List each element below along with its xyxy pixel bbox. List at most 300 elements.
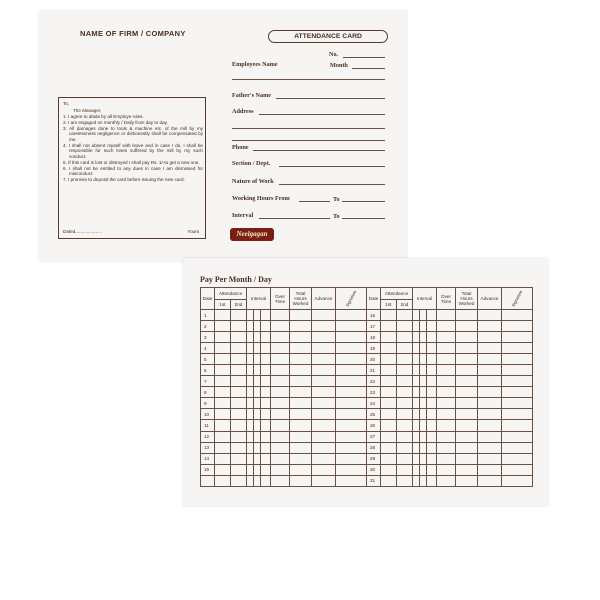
entry-cell[interactable]	[381, 332, 397, 343]
entry-cell[interactable]	[271, 398, 290, 409]
entry-cell[interactable]	[413, 387, 420, 398]
entry-cell[interactable]	[502, 420, 533, 431]
entry-cell[interactable]	[261, 464, 271, 475]
interval-from-field[interactable]	[259, 218, 330, 219]
entry-cell[interactable]	[413, 321, 420, 332]
entry-cell[interactable]	[427, 398, 437, 409]
entry-cell[interactable]	[456, 453, 478, 464]
employee-name-field[interactable]	[232, 79, 385, 80]
entry-cell[interactable]	[456, 387, 478, 398]
entry-cell[interactable]	[397, 343, 413, 354]
entry-cell[interactable]	[413, 354, 420, 365]
entry-cell[interactable]	[254, 442, 261, 453]
entry-cell[interactable]	[215, 420, 231, 431]
entry-cell[interactable]	[397, 475, 413, 486]
entry-cell[interactable]	[437, 464, 456, 475]
entry-cell[interactable]	[381, 442, 397, 453]
entry-cell[interactable]	[290, 442, 312, 453]
entry-cell[interactable]	[215, 365, 231, 376]
entry-cell[interactable]	[427, 409, 437, 420]
entry-cell[interactable]	[336, 409, 367, 420]
entry-cell[interactable]	[271, 321, 290, 332]
address-field-2[interactable]	[232, 128, 385, 129]
entry-cell[interactable]	[397, 332, 413, 343]
entry-cell[interactable]	[261, 475, 271, 486]
entry-cell[interactable]	[231, 464, 247, 475]
entry-cell[interactable]	[254, 321, 261, 332]
entry-cell[interactable]	[312, 365, 336, 376]
entry-cell[interactable]	[478, 420, 502, 431]
entry-cell[interactable]	[420, 343, 427, 354]
entry-cell[interactable]	[420, 453, 427, 464]
entry-cell[interactable]	[427, 453, 437, 464]
entry-cell[interactable]	[247, 321, 254, 332]
entry-cell[interactable]	[397, 310, 413, 321]
entry-cell[interactable]	[478, 332, 502, 343]
entry-cell[interactable]	[502, 343, 533, 354]
entry-cell[interactable]	[381, 343, 397, 354]
entry-cell[interactable]	[397, 431, 413, 442]
entry-cell[interactable]	[261, 409, 271, 420]
entry-cell[interactable]	[312, 464, 336, 475]
entry-cell[interactable]	[271, 475, 290, 486]
entry-cell[interactable]	[215, 354, 231, 365]
entry-cell[interactable]	[312, 475, 336, 486]
entry-cell[interactable]	[247, 365, 254, 376]
entry-cell[interactable]	[261, 398, 271, 409]
entry-cell[interactable]	[290, 310, 312, 321]
entry-cell[interactable]	[247, 409, 254, 420]
entry-cell[interactable]	[437, 431, 456, 442]
entry-cell[interactable]	[261, 420, 271, 431]
entry-cell[interactable]	[478, 321, 502, 332]
entry-cell[interactable]	[381, 453, 397, 464]
entry-cell[interactable]	[261, 354, 271, 365]
entry-cell[interactable]	[413, 332, 420, 343]
entry-cell[interactable]	[478, 398, 502, 409]
entry-cell[interactable]	[312, 354, 336, 365]
entry-cell[interactable]	[437, 321, 456, 332]
entry-cell[interactable]	[381, 321, 397, 332]
entry-cell[interactable]	[247, 398, 254, 409]
entry-cell[interactable]	[231, 310, 247, 321]
entry-cell[interactable]	[397, 420, 413, 431]
entry-cell[interactable]	[397, 376, 413, 387]
entry-cell[interactable]	[437, 442, 456, 453]
address-field-1[interactable]	[259, 114, 385, 115]
entry-cell[interactable]	[413, 398, 420, 409]
entry-cell[interactable]	[312, 310, 336, 321]
entry-cell[interactable]	[456, 464, 478, 475]
entry-cell[interactable]	[502, 398, 533, 409]
entry-cell[interactable]	[413, 343, 420, 354]
entry-cell[interactable]	[247, 332, 254, 343]
entry-cell[interactable]	[427, 464, 437, 475]
entry-cell[interactable]	[312, 409, 336, 420]
entry-cell[interactable]	[290, 332, 312, 343]
entry-cell[interactable]	[427, 420, 437, 431]
entry-cell[interactable]	[502, 464, 533, 475]
entry-cell[interactable]	[231, 332, 247, 343]
entry-cell[interactable]	[336, 398, 367, 409]
entry-cell[interactable]	[290, 343, 312, 354]
entry-cell[interactable]	[247, 376, 254, 387]
entry-cell[interactable]	[427, 442, 437, 453]
entry-cell[interactable]	[502, 442, 533, 453]
entry-cell[interactable]	[381, 398, 397, 409]
entry-cell[interactable]	[478, 365, 502, 376]
entry-cell[interactable]	[254, 387, 261, 398]
entry-cell[interactable]	[478, 310, 502, 321]
entry-cell[interactable]	[261, 343, 271, 354]
entry-cell[interactable]	[312, 321, 336, 332]
entry-cell[interactable]	[437, 387, 456, 398]
entry-cell[interactable]	[336, 431, 367, 442]
entry-cell[interactable]	[336, 343, 367, 354]
entry-cell[interactable]	[336, 420, 367, 431]
entry-cell[interactable]	[427, 310, 437, 321]
entry-cell[interactable]	[420, 310, 427, 321]
entry-cell[interactable]	[397, 365, 413, 376]
entry-cell[interactable]	[290, 453, 312, 464]
entry-cell[interactable]	[247, 343, 254, 354]
entry-cell[interactable]	[381, 376, 397, 387]
entry-cell[interactable]	[336, 354, 367, 365]
entry-cell[interactable]	[397, 321, 413, 332]
entry-cell[interactable]	[290, 354, 312, 365]
entry-cell[interactable]	[413, 409, 420, 420]
entry-cell[interactable]	[420, 398, 427, 409]
entry-cell[interactable]	[427, 343, 437, 354]
entry-cell[interactable]	[456, 420, 478, 431]
entry-cell[interactable]	[215, 475, 231, 486]
entry-cell[interactable]	[215, 332, 231, 343]
entry-cell[interactable]	[381, 387, 397, 398]
entry-cell[interactable]	[312, 420, 336, 431]
entry-cell[interactable]	[502, 332, 533, 343]
entry-cell[interactable]	[456, 442, 478, 453]
entry-cell[interactable]	[254, 453, 261, 464]
entry-cell[interactable]	[231, 376, 247, 387]
entry-cell[interactable]	[413, 453, 420, 464]
interval-to-field[interactable]	[342, 218, 385, 219]
entry-cell[interactable]	[261, 431, 271, 442]
entry-cell[interactable]	[502, 387, 533, 398]
entry-cell[interactable]	[215, 321, 231, 332]
entry-cell[interactable]	[336, 387, 367, 398]
entry-cell[interactable]	[261, 321, 271, 332]
entry-cell[interactable]	[254, 365, 261, 376]
entry-cell[interactable]	[437, 420, 456, 431]
entry-cell[interactable]	[502, 475, 533, 486]
entry-cell[interactable]	[456, 343, 478, 354]
entry-cell[interactable]	[502, 431, 533, 442]
entry-cell[interactable]	[397, 464, 413, 475]
entry-cell[interactable]	[254, 464, 261, 475]
entry-cell[interactable]	[271, 453, 290, 464]
entry-cell[interactable]	[336, 365, 367, 376]
entry-cell[interactable]	[215, 464, 231, 475]
entry-cell[interactable]	[247, 475, 254, 486]
entry-cell[interactable]	[427, 431, 437, 442]
entry-cell[interactable]	[215, 376, 231, 387]
entry-cell[interactable]	[290, 376, 312, 387]
entry-cell[interactable]	[254, 376, 261, 387]
entry-cell[interactable]	[336, 475, 367, 486]
entry-cell[interactable]	[437, 354, 456, 365]
entry-cell[interactable]	[231, 420, 247, 431]
entry-cell[interactable]	[420, 387, 427, 398]
entry-cell[interactable]	[437, 310, 456, 321]
entry-cell[interactable]	[247, 354, 254, 365]
entry-cell[interactable]	[437, 409, 456, 420]
entry-cell[interactable]	[247, 310, 254, 321]
entry-cell[interactable]	[427, 475, 437, 486]
entry-cell[interactable]	[437, 398, 456, 409]
entry-cell[interactable]	[247, 453, 254, 464]
entry-cell[interactable]	[456, 376, 478, 387]
entry-cell[interactable]	[456, 431, 478, 442]
phone-field[interactable]	[253, 150, 385, 151]
entry-cell[interactable]	[420, 420, 427, 431]
entry-cell[interactable]	[254, 409, 261, 420]
entry-cell[interactable]	[478, 453, 502, 464]
entry-cell[interactable]	[437, 475, 456, 486]
entry-cell[interactable]	[336, 332, 367, 343]
entry-cell[interactable]	[271, 376, 290, 387]
entry-cell[interactable]	[437, 332, 456, 343]
entry-cell[interactable]	[413, 310, 420, 321]
entry-cell[interactable]	[427, 365, 437, 376]
entry-cell[interactable]	[420, 442, 427, 453]
entry-cell[interactable]	[502, 310, 533, 321]
entry-cell[interactable]	[413, 365, 420, 376]
entry-cell[interactable]	[478, 387, 502, 398]
entry-cell[interactable]	[231, 387, 247, 398]
entry-cell[interactable]	[381, 409, 397, 420]
entry-cell[interactable]	[413, 442, 420, 453]
entry-cell[interactable]	[231, 453, 247, 464]
entry-cell[interactable]	[215, 310, 231, 321]
entry-cell[interactable]	[336, 453, 367, 464]
entry-cell[interactable]	[312, 442, 336, 453]
entry-cell[interactable]	[231, 442, 247, 453]
entry-cell[interactable]	[312, 343, 336, 354]
entry-cell[interactable]	[271, 343, 290, 354]
entry-cell[interactable]	[420, 365, 427, 376]
entry-cell[interactable]	[290, 321, 312, 332]
entry-cell[interactable]	[413, 475, 420, 486]
entry-cell[interactable]	[420, 409, 427, 420]
entry-cell[interactable]	[271, 464, 290, 475]
entry-cell[interactable]	[231, 409, 247, 420]
entry-cell[interactable]	[397, 387, 413, 398]
entry-cell[interactable]	[456, 310, 478, 321]
entry-cell[interactable]	[381, 354, 397, 365]
entry-cell[interactable]	[381, 464, 397, 475]
entry-cell[interactable]	[261, 310, 271, 321]
entry-cell[interactable]	[247, 442, 254, 453]
entry-cell[interactable]	[261, 442, 271, 453]
address-field-3[interactable]	[232, 140, 385, 141]
entry-cell[interactable]	[381, 365, 397, 376]
entry-cell[interactable]	[381, 310, 397, 321]
entry-cell[interactable]	[312, 376, 336, 387]
entry-cell[interactable]	[215, 398, 231, 409]
entry-cell[interactable]	[478, 431, 502, 442]
hours-to-field[interactable]	[342, 201, 385, 202]
no-field[interactable]	[343, 57, 385, 58]
entry-cell[interactable]	[247, 420, 254, 431]
entry-cell[interactable]	[254, 332, 261, 343]
entry-cell[interactable]	[290, 475, 312, 486]
entry-cell[interactable]	[261, 387, 271, 398]
entry-cell[interactable]	[478, 409, 502, 420]
entry-cell[interactable]	[231, 343, 247, 354]
entry-cell[interactable]	[254, 310, 261, 321]
entry-cell[interactable]	[478, 354, 502, 365]
entry-cell[interactable]	[437, 376, 456, 387]
entry-cell[interactable]	[502, 376, 533, 387]
entry-cell[interactable]	[271, 365, 290, 376]
entry-cell[interactable]	[215, 431, 231, 442]
entry-cell[interactable]	[478, 464, 502, 475]
entry-cell[interactable]	[427, 387, 437, 398]
entry-cell[interactable]	[427, 354, 437, 365]
entry-cell[interactable]	[312, 453, 336, 464]
entry-cell[interactable]	[290, 398, 312, 409]
entry-cell[interactable]	[215, 387, 231, 398]
entry-cell[interactable]	[261, 332, 271, 343]
father-name-field[interactable]	[276, 98, 385, 99]
entry-cell[interactable]	[271, 387, 290, 398]
entry-cell[interactable]	[413, 431, 420, 442]
entry-cell[interactable]	[478, 475, 502, 486]
entry-cell[interactable]	[215, 343, 231, 354]
entry-cell[interactable]	[271, 420, 290, 431]
entry-cell[interactable]	[456, 321, 478, 332]
entry-cell[interactable]	[254, 420, 261, 431]
month-field[interactable]	[352, 68, 385, 69]
entry-cell[interactable]	[397, 442, 413, 453]
entry-cell[interactable]	[381, 475, 397, 486]
dated-field[interactable]: Dated.....................	[63, 228, 103, 234]
entry-cell[interactable]	[420, 431, 427, 442]
entry-cell[interactable]	[247, 431, 254, 442]
entry-cell[interactable]	[254, 354, 261, 365]
entry-cell[interactable]	[420, 354, 427, 365]
entry-cell[interactable]	[381, 431, 397, 442]
entry-cell[interactable]	[231, 431, 247, 442]
nature-field[interactable]	[279, 184, 385, 185]
entry-cell[interactable]	[456, 475, 478, 486]
entry-cell[interactable]	[381, 420, 397, 431]
entry-cell[interactable]	[420, 376, 427, 387]
entry-cell[interactable]	[290, 464, 312, 475]
entry-cell[interactable]	[427, 321, 437, 332]
entry-cell[interactable]	[271, 409, 290, 420]
entry-cell[interactable]	[231, 354, 247, 365]
entry-cell[interactable]	[290, 387, 312, 398]
entry-cell[interactable]	[215, 409, 231, 420]
entry-cell[interactable]	[478, 343, 502, 354]
entry-cell[interactable]	[336, 464, 367, 475]
entry-cell[interactable]	[271, 332, 290, 343]
entry-cell[interactable]	[215, 442, 231, 453]
entry-cell[interactable]	[290, 420, 312, 431]
entry-cell[interactable]	[502, 409, 533, 420]
entry-cell[interactable]	[456, 354, 478, 365]
entry-cell[interactable]	[247, 387, 254, 398]
entry-cell[interactable]	[336, 376, 367, 387]
entry-cell[interactable]	[231, 475, 247, 486]
entry-cell[interactable]	[290, 365, 312, 376]
entry-cell[interactable]	[456, 409, 478, 420]
entry-cell[interactable]	[254, 343, 261, 354]
entry-cell[interactable]	[437, 343, 456, 354]
entry-cell[interactable]	[427, 376, 437, 387]
entry-cell[interactable]	[254, 475, 261, 486]
entry-cell[interactable]	[336, 321, 367, 332]
entry-cell[interactable]	[420, 332, 427, 343]
entry-cell[interactable]	[336, 442, 367, 453]
entry-cell[interactable]	[502, 453, 533, 464]
entry-cell[interactable]	[397, 453, 413, 464]
entry-cell[interactable]	[427, 332, 437, 343]
entry-cell[interactable]	[290, 431, 312, 442]
entry-cell[interactable]	[420, 475, 427, 486]
entry-cell[interactable]	[271, 354, 290, 365]
entry-cell[interactable]	[456, 398, 478, 409]
entry-cell[interactable]	[397, 409, 413, 420]
entry-cell[interactable]	[312, 431, 336, 442]
entry-cell[interactable]	[254, 398, 261, 409]
entry-cell[interactable]	[336, 310, 367, 321]
entry-cell[interactable]	[312, 332, 336, 343]
entry-cell[interactable]	[271, 442, 290, 453]
entry-cell[interactable]	[437, 365, 456, 376]
entry-cell[interactable]	[502, 354, 533, 365]
entry-cell[interactable]	[478, 376, 502, 387]
entry-cell[interactable]	[261, 453, 271, 464]
entry-cell[interactable]	[502, 321, 533, 332]
entry-cell[interactable]	[413, 464, 420, 475]
entry-cell[interactable]	[413, 376, 420, 387]
entry-cell[interactable]	[397, 398, 413, 409]
entry-cell[interactable]	[420, 321, 427, 332]
entry-cell[interactable]	[397, 354, 413, 365]
entry-cell[interactable]	[271, 310, 290, 321]
entry-cell[interactable]	[231, 321, 247, 332]
entry-cell[interactable]	[456, 332, 478, 343]
entry-cell[interactable]	[413, 420, 420, 431]
entry-cell[interactable]	[312, 387, 336, 398]
entry-cell[interactable]	[420, 464, 427, 475]
entry-cell[interactable]	[271, 431, 290, 442]
entry-cell[interactable]	[261, 365, 271, 376]
entry-cell[interactable]	[254, 431, 261, 442]
hours-from-field[interactable]	[299, 201, 330, 202]
section-field[interactable]	[279, 166, 385, 167]
entry-cell[interactable]	[478, 442, 502, 453]
entry-cell[interactable]	[215, 453, 231, 464]
entry-cell[interactable]	[437, 453, 456, 464]
entry-cell[interactable]	[502, 365, 533, 376]
entry-cell[interactable]	[290, 409, 312, 420]
entry-cell[interactable]	[456, 365, 478, 376]
entry-cell[interactable]	[231, 398, 247, 409]
entry-cell[interactable]	[312, 398, 336, 409]
